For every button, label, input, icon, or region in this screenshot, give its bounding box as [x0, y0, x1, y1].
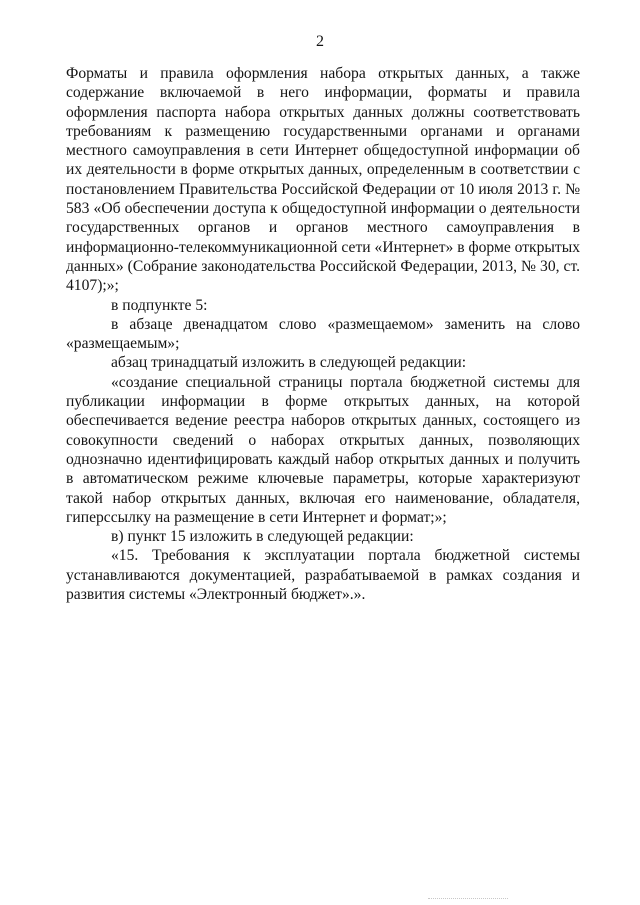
paragraph-special-page: «создание специальной страницы портала бюджетной системы для публикации информации в форме открытых данных, на которой обеспечивается ведение реестра наборов открытых данных, состоящего из совокупности сведений о наборах открытых данных, позволяющих однозначно идентифицировать каждый набор открытых данных и получить в автоматическом режиме ключевые параметры, которые характеризуют такой набор открытых данных, включая его наименование, обладателя, гиперссылку на размещение в сети Интернет и формат;»;	[66, 373, 580, 526]
paragraph-point-15: в) пункт 15 изложить в следующей редакции:	[111, 528, 414, 546]
paragraph-twelfth-abzac: в абзаце двенадцатом слово «размещаемом» заменить на слово «размещаемым»;	[66, 315, 580, 353]
paragraph-subpoint-5: в подпункте 5:	[111, 296, 208, 314]
page-number: 2	[316, 33, 324, 50]
scan-artifact	[428, 898, 508, 901]
paragraph-thirteenth-abzac: абзац тринадцатый изложить в следующей редакции:	[111, 354, 467, 372]
paragraph-formats-rules: Форматы и правила оформления набора открытых данных, а также содержание включаемой в него информации, форматы и правила оформления паспорта набора открытых данных должны соответствовать требованиям к размещению государственными органами и органами местного самоуправления в сети Интернет общедоступной информации об их деятельности в форме открытых данных, определенным в соответствии с постановлением Правительства Российской Федерации от 10 июля 2013 г. № 583 «Об обеспечении доступа к общедоступной информации о деятельности государственных органов и органов местного самоуправления в информационно-телекоммуникационной сети «Интернет» в форме открытых данных» (Собрание законодательства Российской Федерации, 2013, № 30, ст. 4107);»;	[66, 65, 580, 295]
document-body	[66, 64, 580, 604]
paragraph-requirements: «15. Требования к эксплуатации портала бюджетной системы устанавливаются документацией, разрабатываемой в рамках создания и развития системы «Электронный бюджет».».	[66, 547, 580, 604]
